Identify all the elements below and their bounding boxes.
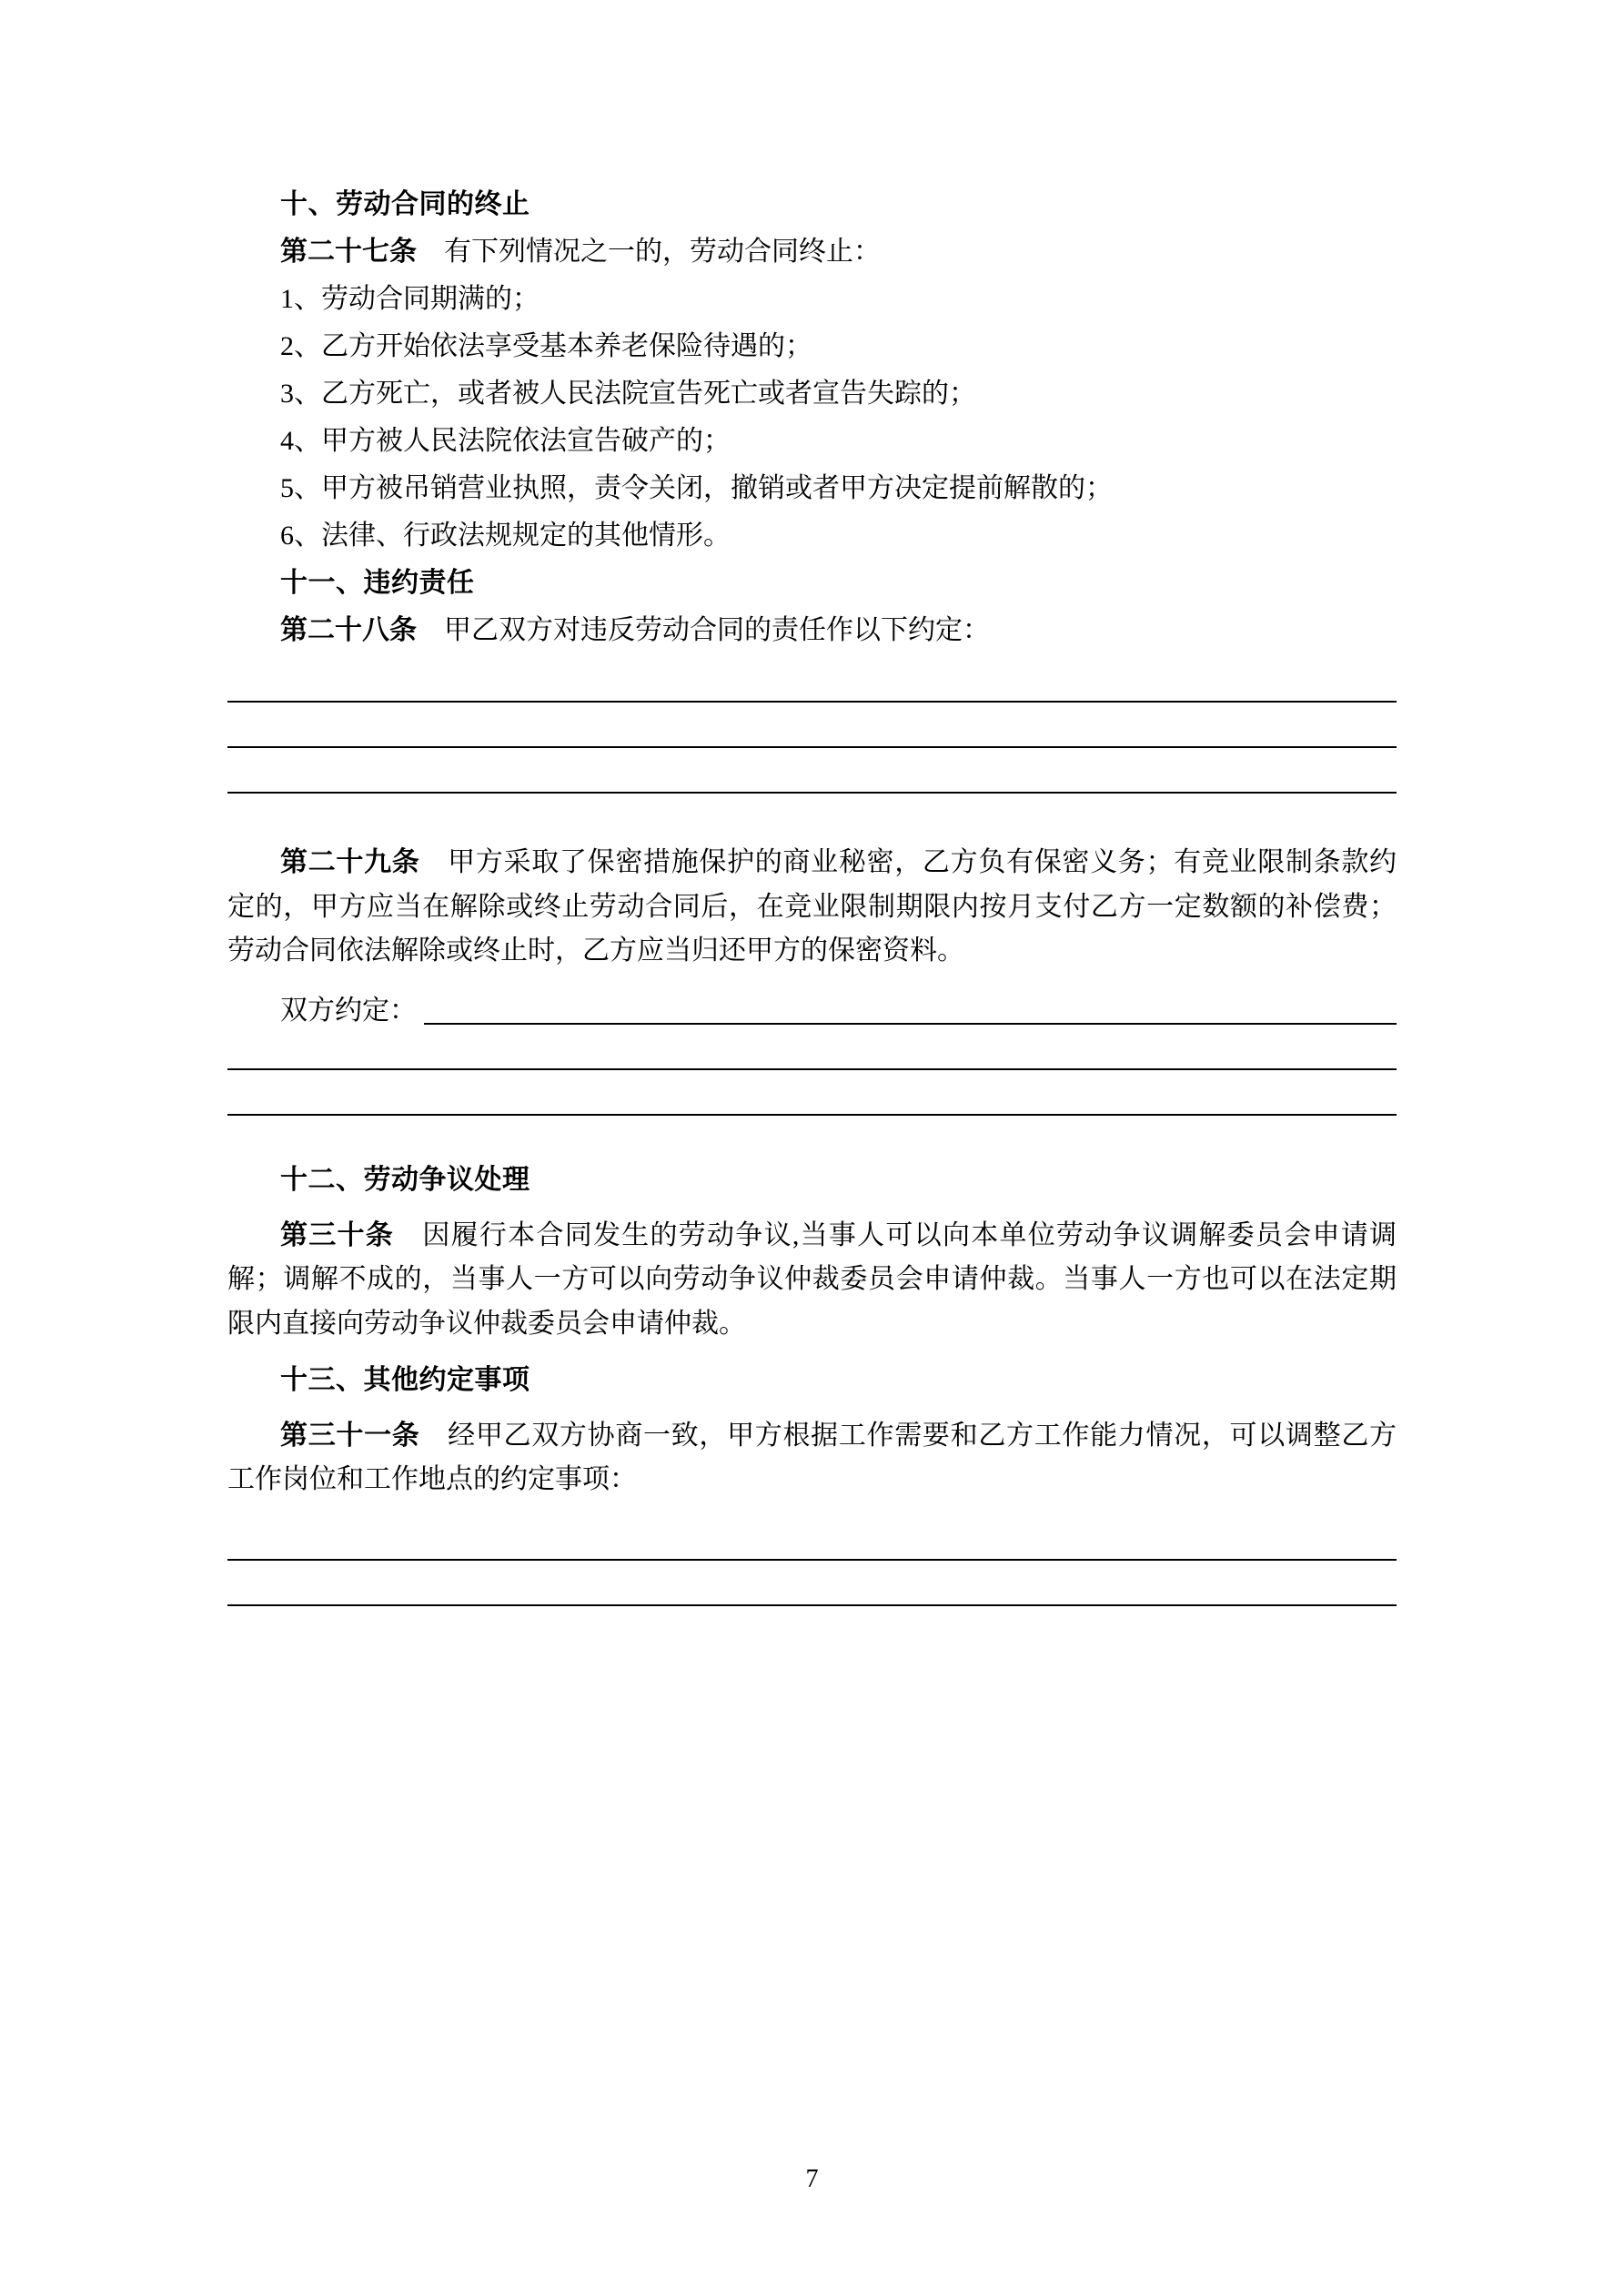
mutual-agreement-blank-lines[interactable] [227,1025,1397,1116]
clause-29-number: 第二十九条 [280,847,420,877]
clause-30-number: 第三十条 [280,1219,395,1250]
clause-30-text: 因履行本合同发生的劳动争议,当事人可以向本单位劳动争议调解委员会申请调解；调解不成的，当事人一方可以向劳动争议仲裁委员会申请仲裁。当事人一方也可以在法定期限内直接向劳动争议仲裁委员会申请仲裁。 [227,1219,1397,1339]
termination-item-2: 2、乙方开始依法享受基本养老保险待遇的； [280,331,812,361]
termination-item-5: 5、甲方被吊销营业执照，责令关闭，撤销或者甲方决定提前解散的； [280,473,1113,503]
clause-28-number: 第二十八条 [280,615,417,645]
termination-item-1: 1、劳动合同期满的； [280,284,540,314]
section-heading-breach: 十一、违约责任 [280,568,475,598]
clause-30 [227,1214,1397,1347]
section-heading-termination: 十、劳动合同的终止 [280,189,530,219]
clause-28 [227,617,1397,644]
clause-31-text: 经甲乙双方协商一致，甲方根据工作需要和乙方工作能力情况，可以调整乙方工作岗位和工作地点的约定事项： [227,1420,1397,1495]
termination-item-4: 4、甲方被人民法院依法宣告破产的； [280,426,731,456]
clause-31-number: 第三十一条 [280,1420,420,1451]
section-heading-dispute: 十二、劳动争议处理 [280,1164,530,1195]
page-number: 7 [805,2165,819,2193]
clause-27-text: 有下列情况之一的，劳动合同终止： [444,237,881,267]
clause-29 [227,841,1397,974]
clause-31-blank-lines[interactable] [227,1508,1397,1606]
blank-write-line[interactable] [227,1604,1397,1606]
clause-27 [227,238,1397,266]
section-heading-other: 十三、其他约定事项 [280,1364,530,1395]
termination-item-6: 6、法律、行政法规规定的其他情形。 [280,521,731,551]
clause-31 [227,1414,1397,1502]
document-body [227,191,1397,1606]
mutual-agreement-label: 双方约定： [280,995,417,1026]
clause-27-number: 第二十七条 [280,237,417,267]
clause-29-text: 甲方采取了保密措施保护的商业秘密，乙方负有保密义务；有竞业限制条款约定的，甲方应当在解除或终止劳动合同后，在竞业限制期限内按月支付乙方一定数额的补偿费；劳动合同依法解除或终止时，乙方应当归还甲方的保密资料。 [227,847,1397,966]
clause-28-text: 甲乙双方对违反劳动合同的责任作以下约定： [444,615,990,645]
mutual-agreement-blank[interactable] [424,999,1397,1025]
clause-28-blank-lines[interactable] [227,664,1397,794]
mutual-agreement-field[interactable] [227,997,1397,1025]
termination-item-3: 3、乙方死亡，或者被人民法院宣告死亡或者宣告失踪的； [280,379,976,409]
